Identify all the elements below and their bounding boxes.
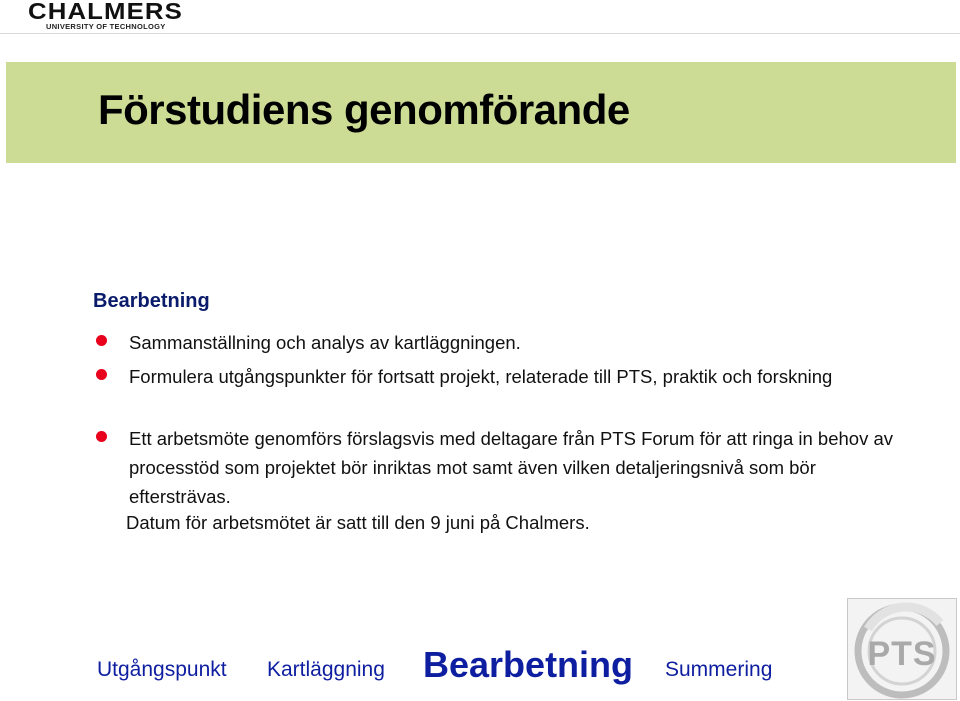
logo-wordmark: CHALMERS bbox=[28, 0, 183, 24]
chalmers-logo bbox=[28, 0, 183, 31]
pts-logo bbox=[847, 598, 957, 700]
bullet-text: Sammanställning och analys av kartläggningen. bbox=[129, 332, 521, 353]
nav-item-summering[interactable]: Summering bbox=[665, 658, 773, 681]
bullet-text: Formulera utgångspunkter för fortsatt projekt, relaterade till PTS, praktik och forskning bbox=[129, 366, 833, 387]
pts-logo-icon bbox=[848, 599, 956, 699]
bullet-dot-icon bbox=[96, 431, 107, 442]
logo-tagline: UNIVERSITY OF TECHNOLOGY bbox=[46, 22, 166, 31]
section-heading: Bearbetning bbox=[93, 290, 210, 312]
nav-item-kartlaggning[interactable]: Kartläggning bbox=[267, 658, 385, 681]
bullet-dot-icon bbox=[96, 369, 107, 380]
slide-title: Förstudiens genomförande bbox=[98, 86, 630, 133]
pts-logo-text: PTS bbox=[867, 635, 937, 673]
bullet-text: Ett arbetsmöte genomförs förslagsvis med deltagare från PTS Forum för att ringa in behov av processtöd som projektet bör inriktas mot samt även vilken detaljeringsnivå som bör eftersträvas. bbox=[129, 428, 893, 507]
bullet-dot-icon bbox=[96, 335, 107, 346]
meeting-note: Datum för arbetsmötet är satt till den 9 juni på Chalmers. bbox=[126, 512, 590, 533]
nav-item-utgangspunkt[interactable]: Utgångspunkt bbox=[97, 658, 227, 681]
header-divider bbox=[0, 33, 960, 34]
nav-item-bearbetning-active[interactable]: Bearbetning bbox=[423, 644, 634, 685]
